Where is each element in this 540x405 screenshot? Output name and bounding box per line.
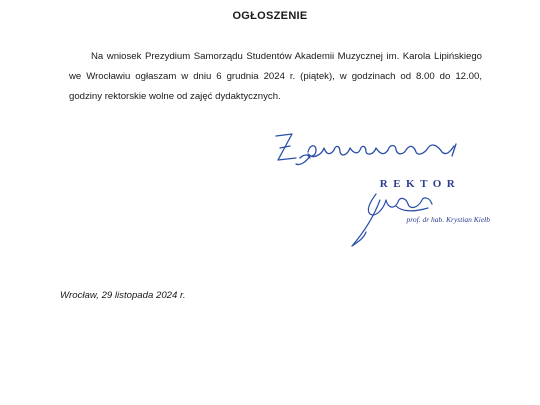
rector-name: prof. dr hab. Krystian Kiełb (406, 215, 490, 224)
document-title: OGŁOSZENIE (232, 10, 308, 22)
announcement-body: Na wniosek Prezydium Samorządu Studentów Akademii Muzycznej im. Karola Lipińskiego we Wrocławiu ogłaszam w dniu 6 grudnia 2024 r. (piątek), w godzinach od 8.00 do 12.00, godziny rektorskie wolne od zajęć dydaktycznych. (69, 51, 482, 102)
handwritten-signature (270, 130, 470, 170)
place-and-date: Wrocław, 29 listopada 2024 r. (60, 290, 186, 301)
rector-stamp-title: REKTOR (379, 178, 461, 190)
